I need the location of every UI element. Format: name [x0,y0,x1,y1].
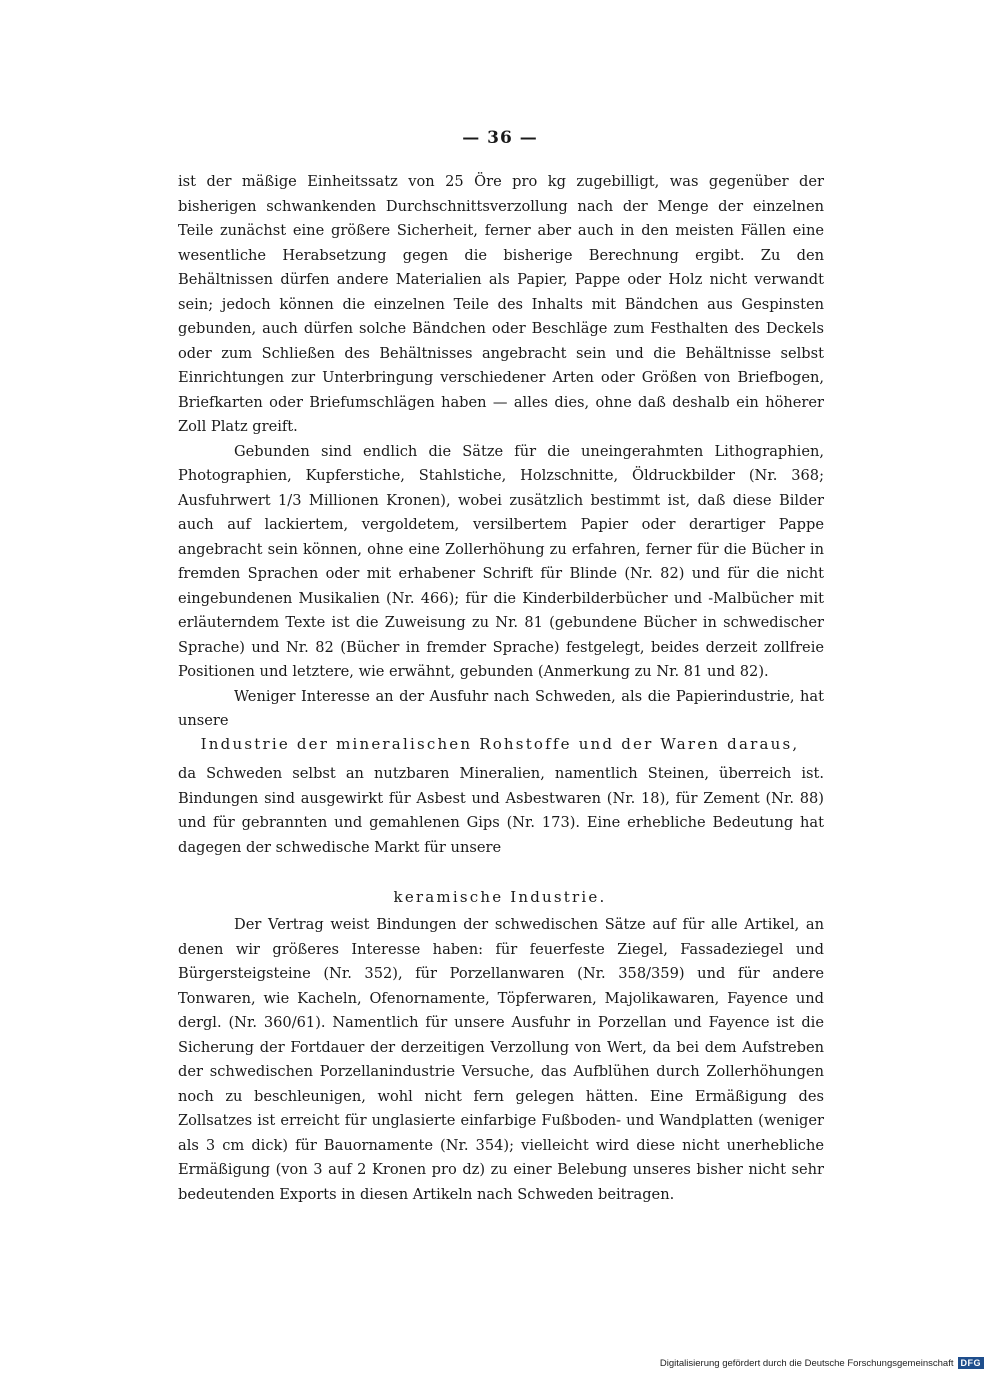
paragraph: Weniger Interesse an der Ausfuhr nach Schweden, als die Papierindustrie, hat unsere [178,687,824,729]
footer-text: Digitalisierung gefördert durch die Deutsche Forschungsgemeinschaft [659,1357,954,1369]
paragraph: Gebunden sind endlich die Sätze für die uneingerahmten Lithographien, Photographien, Kupferstiche, Stahlstiche, Holzschnitte, Öldruckbilder (Nr. 368; Ausfuhrwert 1/3 Millionen Kronen), wobei zusätzlich bestimmt ist, daß diese Bilder auch auf lackiertem, vergoldetem, versilbertem Papier oder derartiger Pappe angebracht sein können, ohne eine Zollerhöhung zu erfahren, ferner für die Bücher in fremden Sprachen oder mit erhabener Schrift für Blinde (Nr. 82) und für die nicht eingebundenen Musikalien (Nr. 466); für die Kinderbilderbücher und -Malbücher mit erläuterndem Texte ist die Zuweisung zu Nr. 81 (gebundene Bücher in schwedischer Sprache) und Nr. 82 (Bücher in fremder Sprache) festgelegt, beides derzeit zollfreie Positionen und letztere, wie erwähnt, gebunden (Anmerkung zu Nr. 81 und 82). [178,442,824,680]
text-block-b [178,762,824,860]
text-block-c [178,913,824,1207]
page-number: — 36 — [462,128,538,148]
paragraph: da Schweden selbst an nutzbaren Mineralien, namentlich Steinen, überreich ist. Bindungen sind ausgewirkt für Asbest und Asbestwaren (Nr. 18), für Zement (Nr. 88) und für gebrannten und gemahlenen Gips (Nr. 173). Eine erhebliche Bedeutung hat dagegen der schwedische Markt für unsere [178,765,824,856]
footer [660,1357,984,1369]
section-heading: Industrie der mineralischen Rohstoffe und der Waren daraus, [200,735,800,753]
paragraph: Der Vertrag weist Bindungen der schwedischen Sätze auf für alle Artikel, an denen wir größeres Interesse haben: für feuerfeste Ziegel, Fassadeziegel und Bürgersteigsteine (Nr. 352), für Porzellanwaren (Nr. 358/359) und für andere Tonwaren, wie Kacheln, Ofenornamente, Töpferwaren, Majolikawaren, Fayence und dergl. (Nr. 360/61). Namentlich für unsere Ausfuhr in Porzellan und Fayence ist die Sicherung der Fortdauer der derzeitigen Verzollung von Wert, da bei dem Aufstreben der schwedischen Porzellanindustrie Versuche, das Aufblühen durch Zollerhöhungen noch zu beschleunigen, wohl nicht fern gelegen hätten. Eine Ermäßigung des Zollsatzes ist erreicht für unglasierte einfarbige Fußboden- und Wandplatten (weniger als 3 cm dick) für Bauornamente (Nr. 354); vielleicht wird diese nicht unerhebliche Ermäßigung (von 3 auf 2 Kronen pro dz) zu einer Belebung unseres bisher nicht sehr bedeutenden Exports in diesen Artikeln nach Schweden beitragen. [178,916,824,1203]
section-heading: keramische Industrie. [393,888,607,906]
dfg-logo: DFG [958,1357,985,1369]
text-block-a [178,170,824,734]
paragraph: ist der mäßige Einheitssatz von 25 Öre pro kg zugebilligt, was gegenüber der bisherigen schwankenden Durchschnittsverzollung nach der Menge der einzelnen Teile zunächst eine größere Sicherheit, ferner aber auch in den meisten Fällen eine wesentliche Herabsetzung gegen die bisherige Berechnung ergibt. Zu den Behältnissen dürfen andere Materialien als Papier, Pappe oder Holz nicht verwandt sein; jedoch können die einzelnen Teile des Inhalts mit Bändchen aus Gespinsten gebunden, auch dürfen solche Bändchen oder Beschläge zum Festhalten des Deckels oder zum Schließen des Behältnisses angebracht sein und die Behältnisse selbst Einrichtungen zur Unterbringung verschiedener Arten oder Größen von Briefbogen, Briefkarten oder Briefumschlägen haben — alles dies, ohne daß deshalb ein höherer Zoll Platz greift. [178,173,824,435]
